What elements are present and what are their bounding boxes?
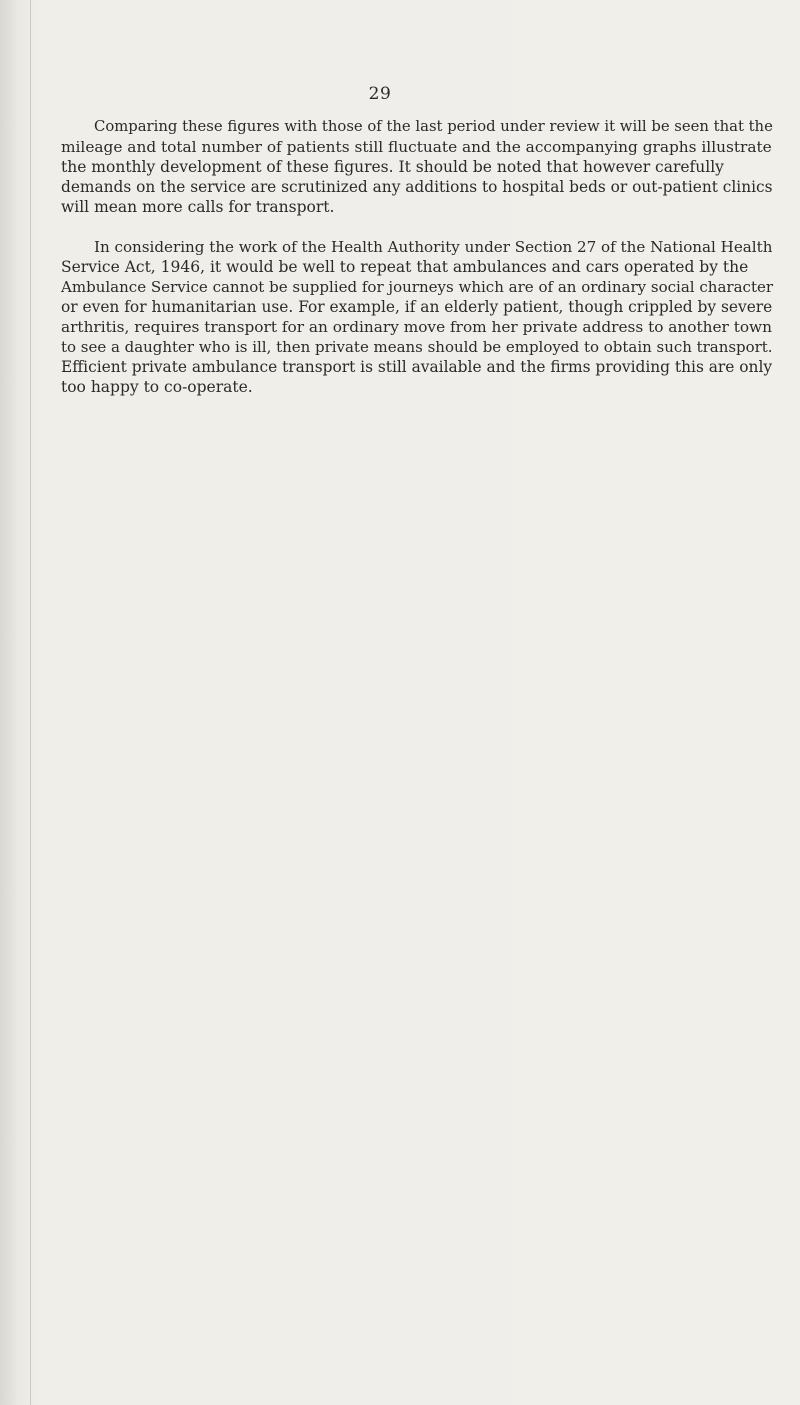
paragraph-line: demands on the service are scrutinized any additions to hospital beds or out-patient clinics	[61, 178, 773, 196]
page-number: 29	[368, 84, 392, 104]
paragraph-line: too happy to co-operate.	[61, 378, 253, 396]
paragraph-line: Service Act, 1946, it would be well to repeat that ambulances and cars operated by the	[61, 258, 749, 276]
paragraph-line: arthritis, requires transport for an ordinary move from her private address to another town	[61, 318, 772, 336]
paragraph-line: will mean more calls for transport.	[61, 198, 335, 216]
paragraph-line: Comparing these figures with those of the last period under review it will be seen that the	[94, 118, 773, 135]
paragraph-2	[28, 237, 772, 397]
paragraph-line: mileage and total number of patients still fluctuate and the accompanying graphs illustrate	[61, 138, 772, 156]
paragraph-line: or even for humanitarian use. For example, if an elderly patient, though crippled by severe	[61, 298, 773, 316]
paragraph-line: to see a daughter who is ill, then private means should be employed to obtain such transport.	[61, 338, 773, 356]
paragraph-line: In considering the work of the Health Authority under Section 27 of the National Health	[94, 238, 773, 256]
body-text	[28, 117, 772, 417]
paragraph-line: Ambulance Service cannot be supplied for journeys which are of an ordinary social character	[61, 278, 774, 296]
paragraph-line: Efficient private ambulance transport is still available and the firms providing this are only	[61, 358, 773, 376]
paragraph-1	[28, 117, 772, 217]
paragraph-line: the monthly development of these figures. It should be noted that however carefully	[61, 158, 724, 176]
binding-shadow	[0, 0, 16, 1405]
